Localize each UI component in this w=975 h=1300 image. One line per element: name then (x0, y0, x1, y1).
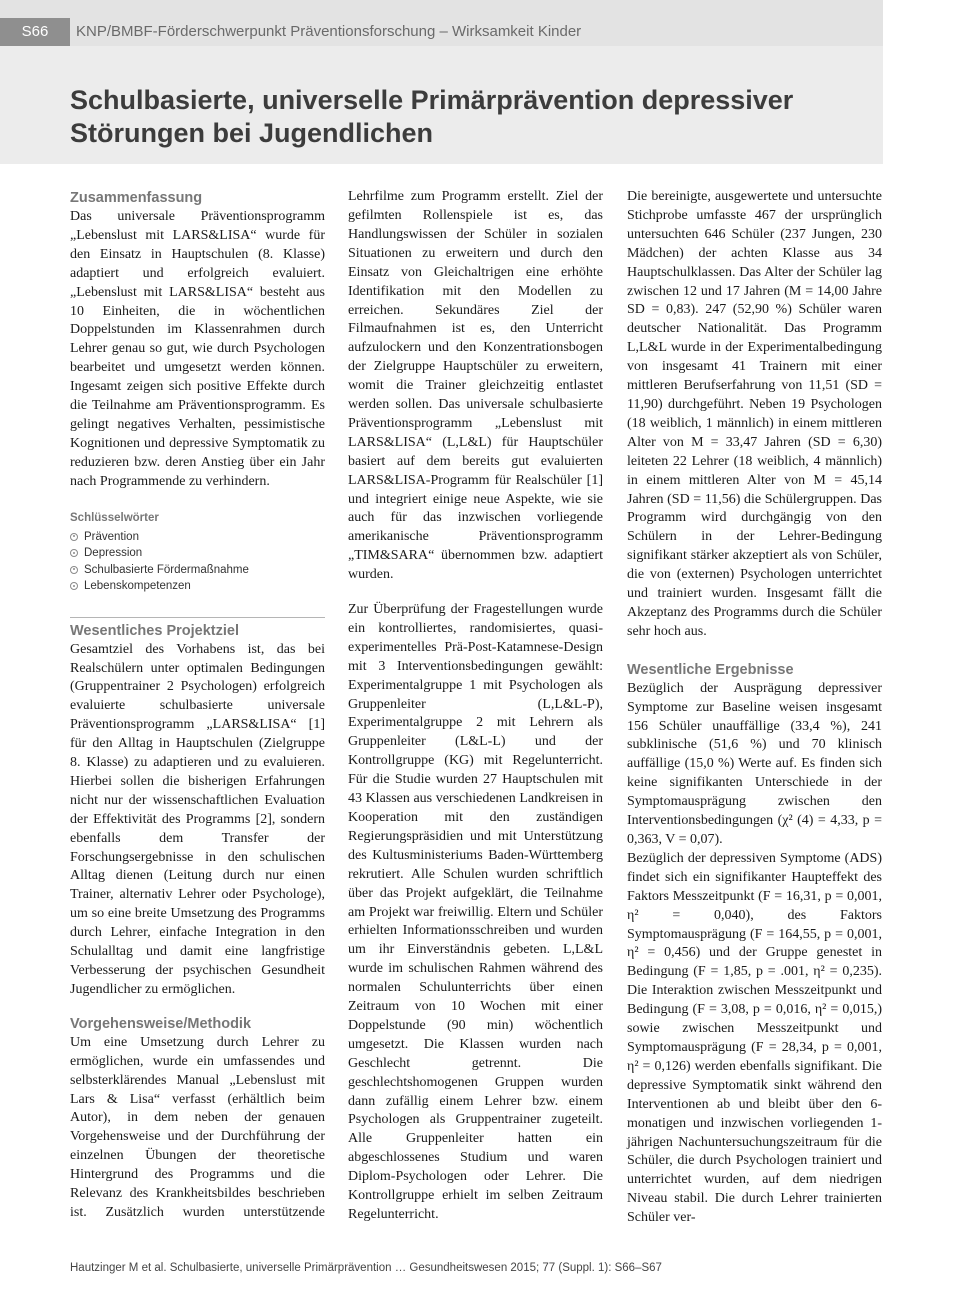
summary-text: Das universale Präventionsprogramm „Lebenslust mit LARS&LISA“ wurde für den Einsatz in Hauptschulen (8. Klasse) adaptiert und erfolgreich evaluiert. „Lebenslust mit LARS&LISA“ besteht aus 10 Einheiten, die in wöchentlichen Doppelstunden im Klassenrahmen durch Lehrer genau so gut, wie durch Psychologen bearbeitet und umgesetzt werden können. Ingesamt zeigen sich positive Effekte durch die Teilnahme am Präventionsprogramm. Es gelingt negatives Verhalten, pessimistische Kognitionen und depressive Symptomatik zu reduzieren bzw. deren Anstieg über ein Jahr nach Programmende zu verhindern. (70, 209, 325, 489)
method-paragraph-1-continued (348, 188, 603, 601)
circle-bullet-icon (70, 566, 78, 574)
article-title (70, 84, 870, 150)
column-2 (348, 188, 603, 1225)
goal-text: Gesamtziel des Vorhabens ist, das bei Realschülern unter optimalen Bedingungen (Gruppentrainer 2 Psychologen) erfolgreich evaluierte schulbasierte universale Präventionsprogramm „LARS&LISA“ [1] für den Alltag in Hauptschulen (Zielgruppe 8. Klasse) zu adaptieren und zu evaluieren. Hierbei sollen die bisherigen Erfahrungen nicht nur der wissenschaftlichen Evaluation der Effektivität des Programms [2], sondern ebenfalls dem Transfer der Forschungsergebnisse in den schulischen Alltag dienen (Leitung durch nur einen Trainer, alternativ Lehrer oder Psychologe), um so eine breite Umsetzung des Programms durch Lehrer, einfache Integration in den Schulalltag und damit eine langfristige Verbesserung der psychischen Gesundheit Jugendlicher zu ermöglichen. (70, 641, 325, 997)
results-paragraph-2: Bezüglich der depressiven Symptome (ADS) findet sich ein signifikanter Haupteffekt des Faktors Messzeitpunkt (F = 16,31, p = 0,001, η² = 0,040), des Faktors Symptomausprägung (F = 164,55, p = 0,001, η² = 0,456) und der Gruppe genestet in Bedingung (F = 1,85, p = .001, η² = 0,235). Die Interaktion zwischen Messzeitpunkt und Bedingung (F = 3,08, p = 0,016, η² = 0,015,) sowie zwischen Messzeitpunkt und Symptomausprägung (F = 28,34, p = 0,001, η² = 0,126) werden ebenfalls signifikant. Die depressive Symptomatik sinkt während den Interventionen ab und bleibt über den 6-monatigen und inzwischen vorliegenden 1-jährigen Nachuntersuchungszeitraum für die Schüler, die durch Psychologen trainiert und unterrichtet wurden, auf dem niedrigen Niveau stabil. Die durch Lehrer trainierten Schüler ver- (627, 850, 882, 1226)
column-3 (627, 188, 882, 1228)
results-paragraph-1: Bezüglich der Ausprägung depressiver Symptome zur Baseline weisen insgesamt 156 Schüler unauffällige (33,4 %), 241 subklinische (51,6 %) und 70 klinisch auffällige (15,0 %) Werte auf. Es finden sich keine signifikanten Unterschiede in der Symptomausprägung zwischen den Interventionsbedingungen (χ² (4) = 4,33, p = 0,363, V = 0,07). (627, 680, 882, 847)
page-number: S66 (0, 18, 70, 46)
results-heading: Wesentliche Ergebnisse (627, 661, 794, 678)
keywords-list (70, 529, 325, 595)
method-paragraph-1: Um eine Umsetzung durch Lehrer zu ermöglichen, wurde ein umfassendes und selbsterklärendes Manual „Lebenslust mit Lars & Lisa“ verfasst (erhältlich beim Autor), in dem neben der genauen Vorgehensweise und der Durchführung der einzelnen Übungen der theoretische Hintergrund des Programms und die Relevanz des Krankheitsbildes beschrieben ist. Zusätzlich wurden unterstützende (70, 1034, 325, 1220)
method-paragraph-1-overflow: Lehrfilme zum Programm erstellt. Ziel der gefilmten Rollenspiele ist es, das Handlungswissen der Schüler in sozialen Situationen zu erweitern und durch den Einsatz von Gleichaltrigen eine erhöhte Identifikation mit den Modellen zu erreichen. Sekundäres Ziel der Filmaufnahmen ist es, den Unterricht aufzulockern und den Konzentrationsbogen der Zielgruppe Hauptschüler zu erweitern, womit die Trainer gleichzeitig entlastet werden sollen. Das universale schulbasierte Präventionsprogramm „Lebenslust mit LARS&LISA“ (L,L&L) für Hauptschüler basiert auf dem bereits gut evaluierten LARS&LISA-Programm für Realschüler [1] und integriert einige neue Aspekte, wie sie auch für das inzwischen vorliegende amerikanische Präventionsprogramm „TIM&SARA“ übernommen bzw. adaptiert wurden. (348, 189, 603, 583)
circle-bullet-icon (70, 533, 78, 541)
running-title: KNP/BMBF-Förderschwerpunkt Präventionsforschung – Wirksamkeit Kinder (76, 23, 582, 40)
keyword-item: Schulbasierte Fördermaßnahme (70, 562, 325, 579)
keyword-item: Depression (70, 545, 325, 562)
keyword-item: Prävention (70, 529, 325, 546)
title-line-2: Störungen bei Jugendlichen (70, 118, 434, 148)
keyword-item: Lebenskompetenzen (70, 578, 325, 595)
title-line-1: Schulbasierte, universelle Primärprävention depressiver (70, 85, 794, 115)
footer-citation: Hautzinger M et al. Schulbasierte, universelle Primärprävention … Gesundheitswesen 2015; 77 (Suppl. 1): S66–S67 (70, 1262, 662, 1274)
keywords-heading: Schlüsselwörter (70, 511, 159, 524)
summary-heading: Zusammenfassung (70, 190, 203, 206)
circle-bullet-icon (70, 549, 78, 557)
column-1 (70, 188, 325, 1220)
method-heading: Vorgehensweise/Methodik (70, 1015, 252, 1032)
method-paragraph-3: Die bereinigte, ausgewertete und untersuchte Stichprobe umfasste 467 der ursprünglich untersuchten 646 Schüler (237 Jungen, 230 Mädchen) der achten Klasse aus 34 Hauptschulklassen. Das Alter der Schüler lag zwischen 12 und 17 Jahren (M = 14,00 Jahre SD = 0,83). 247 (52,90 %) Schüler waren deutscher Nationalität. Das Programm L,L&L wurde in der Experimentalbedingung von insgesamt 41 Trainern mit einer mittleren Berufserfahrung von 11,51 (SD = 11,90) durchgeführt. Neben 19 Psychologen (18 weiblich, 1 männlich) in einem mittleren Alter von M = 33,47 Jahren (SD = 6,30) leiteten 22 Lehrer (18 weiblich, 4 männlich) in einem mittleren Alter von M = 45,14 Jahren (SD = 11,56) die Schülergruppen. Das Programm wird durchgängig von den Schülern in der Lehrer-Bedingung signifikant stärker akzeptiert als von Schüler, die von (externen) Psychologen unterrichtet und trainiert wurden. Insgesamt fällt die Akzeptanz des Programms durch die Schüler sehr hoch aus. (627, 189, 882, 639)
goal-heading: Wesentliches Projektziel (70, 617, 325, 641)
method-paragraph-2: Zur Überprüfung der Fragestellungen wurde ein kontrolliertes, randomisiertes, quasi-experimentelles Prä-Post-Katamnese-Design mit 3 Interventionsbedingungen gewählt: Experimentalgruppe 1 mit Psychologen als Gruppenleiter (L,L&L-P), Experimentalgruppe 2 mit Lehrern als Gruppenleiter (L&L-L) und der Kontrollgruppe (KG) mit Regelunterricht. Für die Studie wurden 27 Hauptschulen mit 43 Klassen aus verschiedenen Landkreisen in Kooperation mit den zuständigen Regierungspräsidien und mit Unterstützung des Kultusministeriums Baden-Württemberg rekrutiert. Alle Schulen wurden schriftlich über das Projekt aufgeklärt, die Teilnahme am Projekt war freiwillig. Eltern und Schüler erhielten Informationsschreiben und wurden um ihr Einverständnis gebeten. L,L&L wurde im schulischen Rahmen während des normalen Schulunterrichts über einen Zeitraum von 10 Wochen mit einer Doppelstunde (90 min) wöchentlich umgesetzt. Die Klassen wurden nach Geschlecht getrennt. Die geschlechtshomogenen Gruppen wurden dann zufällig einem Lehrer bzw. einem Psychologen als Gruppentrainer zugeteilt. Alle Gruppenleiter hatten ein abgeschlossenes Studium und waren Diplom-Psychologen oder Lehrer. Die Kontrollgruppe erhielt im selben Zeitraum Regelunterricht. (348, 602, 603, 1222)
circle-bullet-icon (70, 582, 78, 590)
